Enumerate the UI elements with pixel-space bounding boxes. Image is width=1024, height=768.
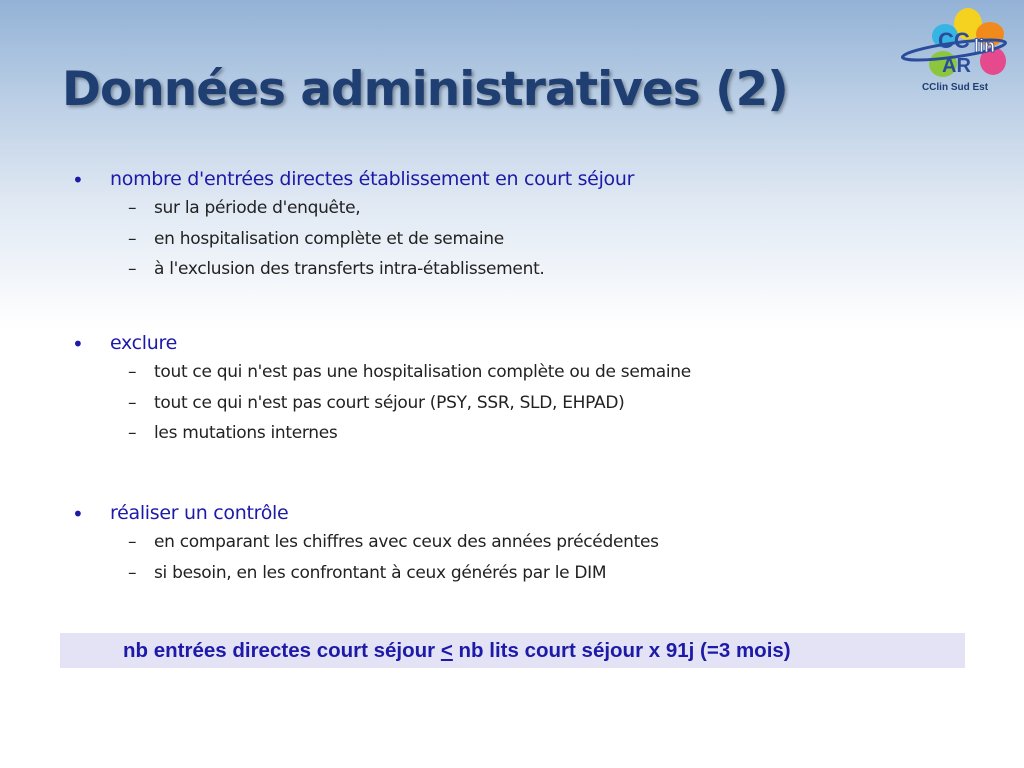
- bullet-icon: •: [72, 502, 84, 526]
- logo-mark-cc: CC: [938, 28, 970, 53]
- bullet-icon: •: [72, 332, 84, 356]
- sub-item-text: tout ce qui n'est pas court séjour (PSY, SSR, SLD, EHPAD): [154, 392, 625, 413]
- logo-caption: CClin Sud Est: [921, 82, 989, 93]
- dash-icon: –: [128, 228, 137, 249]
- dash-icon: –: [128, 532, 137, 552]
- logo-mark-lin: lin: [974, 36, 995, 56]
- dash-icon: –: [128, 423, 137, 443]
- sub-item-text: tout ce qui n'est pas une hospitalisation complète ou de semaine: [154, 362, 691, 382]
- formula-operator: <: [440, 639, 453, 662]
- sub-item-text: à l'exclusion des transferts intra-établissement.: [154, 259, 545, 279]
- sub-item-text: sur la période d'enquête,: [154, 198, 361, 218]
- bullet-icon: •: [72, 168, 84, 192]
- dash-icon: –: [128, 198, 137, 218]
- section-heading: exclure: [110, 332, 178, 354]
- dash-icon: –: [128, 362, 137, 382]
- formula-text: [123, 639, 791, 663]
- slide-title: Données administratives (2): [62, 62, 788, 117]
- formula-left: nb entrées directes court séjour: [123, 639, 441, 662]
- sub-item-text: si besoin, en les confrontant à ceux générés par le DIM: [154, 562, 607, 583]
- sub-item-text: en comparant les chiffres avec ceux des années précédentes: [154, 532, 659, 552]
- logo-mark-ar: AR: [942, 55, 971, 77]
- dash-icon: –: [128, 562, 137, 583]
- formula-box: [60, 633, 965, 668]
- formula-right: nb lits court séjour x 91j (=3 mois): [452, 639, 791, 662]
- section-heading: réaliser un contrôle: [110, 502, 289, 524]
- sub-item-text: en hospitalisation complète et de semaine: [154, 228, 504, 249]
- dash-icon: –: [128, 259, 137, 279]
- dash-icon: –: [128, 392, 137, 413]
- section-heading: nombre d'entrées directes établissement en court séjour: [110, 168, 635, 190]
- sub-item-text: les mutations internes: [154, 423, 338, 443]
